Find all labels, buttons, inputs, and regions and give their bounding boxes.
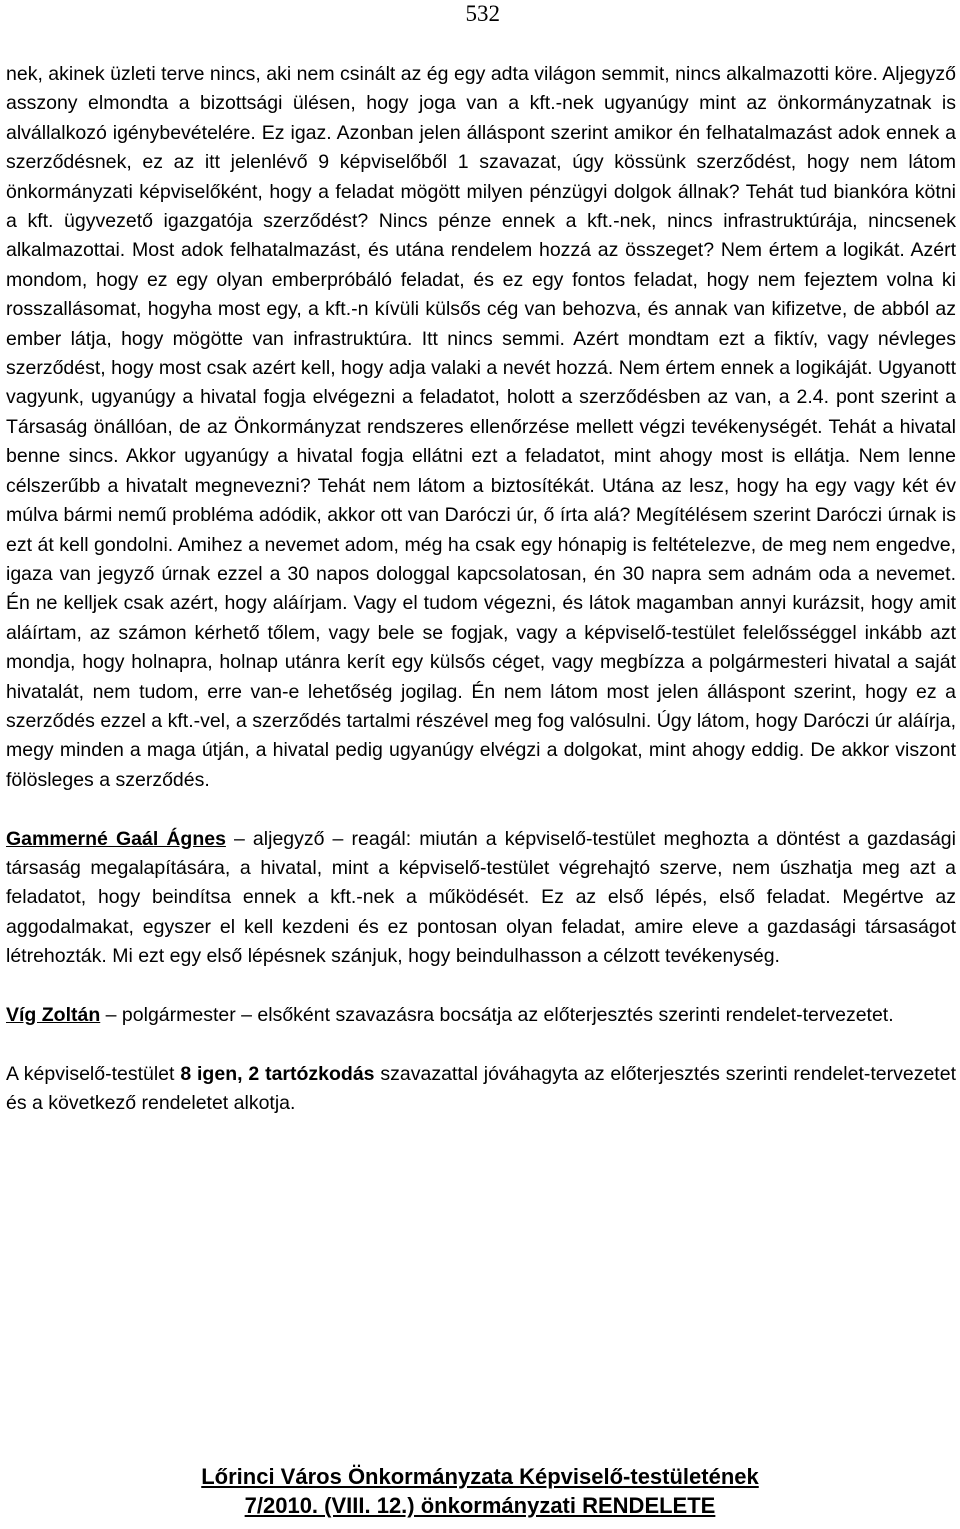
paragraph-text: – aljegyző – reagál: miután a képviselő-testület meghozta a döntést a gazdasági társaság megalapítására, a hivatal, mint a képviselő-testület végrehajtó szerve, nem úszhatja meg azt a feladatot, hogy beindítsa ennek a kft.-nek a működését. Ez az első lépés, első feladat. Megértve az aggodalmakat, egyszer el kell kezdeni és ez pontosan olyan feladat, amire eleve a gazdasági társaságot létrehozták. Mi ezt egy első lépésnek szánjuk, hogy beindulhasson a célzott tevékenység.	[6, 827, 956, 968]
speaker-name: Víg Zoltán	[6, 1003, 101, 1026]
document-body	[6, 60, 956, 1119]
paragraph-gap	[6, 1030, 956, 1059]
section-heading	[0, 1462, 960, 1520]
paragraph-gap	[6, 795, 956, 824]
speaker-name: Gammerné Gaál Ágnes	[6, 827, 226, 850]
paragraph-text: szavazattal jóváhagyta az előterjesztés szerinti rendelet-tervezetet és a következő rendeletet alkotja.	[6, 1062, 956, 1115]
paragraph-4	[6, 1060, 956, 1119]
page-number: 532	[465, 1, 500, 26]
paragraph-1: nek, akinek üzleti terve nincs, aki nem csinált az ég egy adta világon semmit, nincs alkalmazotti köre. Aljegyző asszony elmondta a bizottsági ülésen, hogy joga van a kft.-nek ugyanúgy mint az önkormányzatnak is alvállalkozó igénybevételére. Ez igaz. Azonban jelen álláspont szerint amikor én felhatalmazást adok ennek a szerződésnek, ez az itt jelenlévő 9 képviselőből 1 szavazat, úgy kössünk szerződést, hogy nem látom önkormányzati képviselőként, hogy a feladat mögött milyen pénzügyi dolgok állnak? Tehát tud biankóra kötni a kft. ügyvezető igazgatója szerződést? Nincs pénze ennek a kft.-nek, nincs infrastruktúrája, nincsenek alkalmazottai. Most adok felhatalmazást, és utána rendelem hozzá az összeget? Nem értem a logikát. Azért mondom, hogy ez egy olyan emberpróbáló feladat, és ez egy fontos feladat, hogy nem fejeztem volna ki rosszallásomat, hogyha most egy, a kft.-n kívüli külsős cég van behozva, és annak van kifizetve, de abból az ember látja, hogy mögötte van infrastruktúra. Itt nincs semmi. Azért mondtam ezt a fiktív, vagy névleges szerződést, hogy most csak azért kell, hogy adja valaki a nevét hozzá. Nem értem ennek a logikáját. Ugyanott vagyunk, ugyanúgy a hivatal fogja elvégezni a feladatot, holott a szerződésben az van, a 2.4. pont szerint a Társaság önállóan, de az Önkormányzat rendszeres ellenőrzése mellett végzi tevékenységét. Tehát a hivatal benne sincs. Akkor ugyanúgy a hivatal fogja ellátni ezt a feladatot, mint ahogy most is ellátja. Nem lenne célszerűbb a hivatalt megnevezni? Tehát nem látom a biztosítékát. Utána az lesz, hogy ha egy vagy két év múlva bármi nemű probléma adódik, akkor ott van Daróczi úr, ő írta alá? Megítélésem szerint Daróczi úrnak is ezt át kell gondolni. Amihez a nevemet adom, még ha csak egy hónapig is feltételezve, de meg nem engedve, igaza van jegyző úrnak ezzel a 30 napos dologgal kapcsolatosan, én 30 napra sem adnám oda a nevemet. Én ne kelljek csak azért, hogy aláírjam. Vagy el tudom végezni, és látok magamban annyi kurázsit, hogy amit aláírtam, az számon kérhető tőlem, vagy bele se fogjak, vagy a képviselő-testület felelősséggel inkább azt mondja, hogy holnapra, holnap utánra kerít egy külsős céget, vagy megbízza a polgármesteri hivatal a saját hivatalát, nem tudom, erre van-e lehetőség jogilag. Én nem látom most jelen álláspont szerint, hogy ez a szerződés ezzel a kft.-vel, a szerződés tartalmi részével meg fog valósulni. Úgy látom, hogy Daróczi úr aláírja, megy minden a maga útján, a hivatal pedig ugyanúgy elvégzi a dolgokat, mint ahogy eddig. De akkor viszont fölösleges a szerződés.	[6, 63, 956, 791]
vote-result: 8 igen, 2 tartózkodás	[180, 1062, 375, 1085]
paragraph-text: A képviselő-testület	[6, 1062, 181, 1085]
heading-line-1: Lőrinci Város Önkormányzata Képviselő-testületének	[201, 1464, 759, 1489]
paragraph-3	[6, 1001, 956, 1030]
paragraph-gap	[6, 972, 956, 1001]
paragraph-text: – polgármester – elsőként szavazásra bocsátja az előterjesztés szerinti rendelet-tervezetet.	[100, 1003, 894, 1026]
heading-line-2: 7/2010. (VIII. 12.) önkormányzati RENDELETE	[244, 1493, 716, 1518]
paragraph-2	[6, 825, 956, 972]
